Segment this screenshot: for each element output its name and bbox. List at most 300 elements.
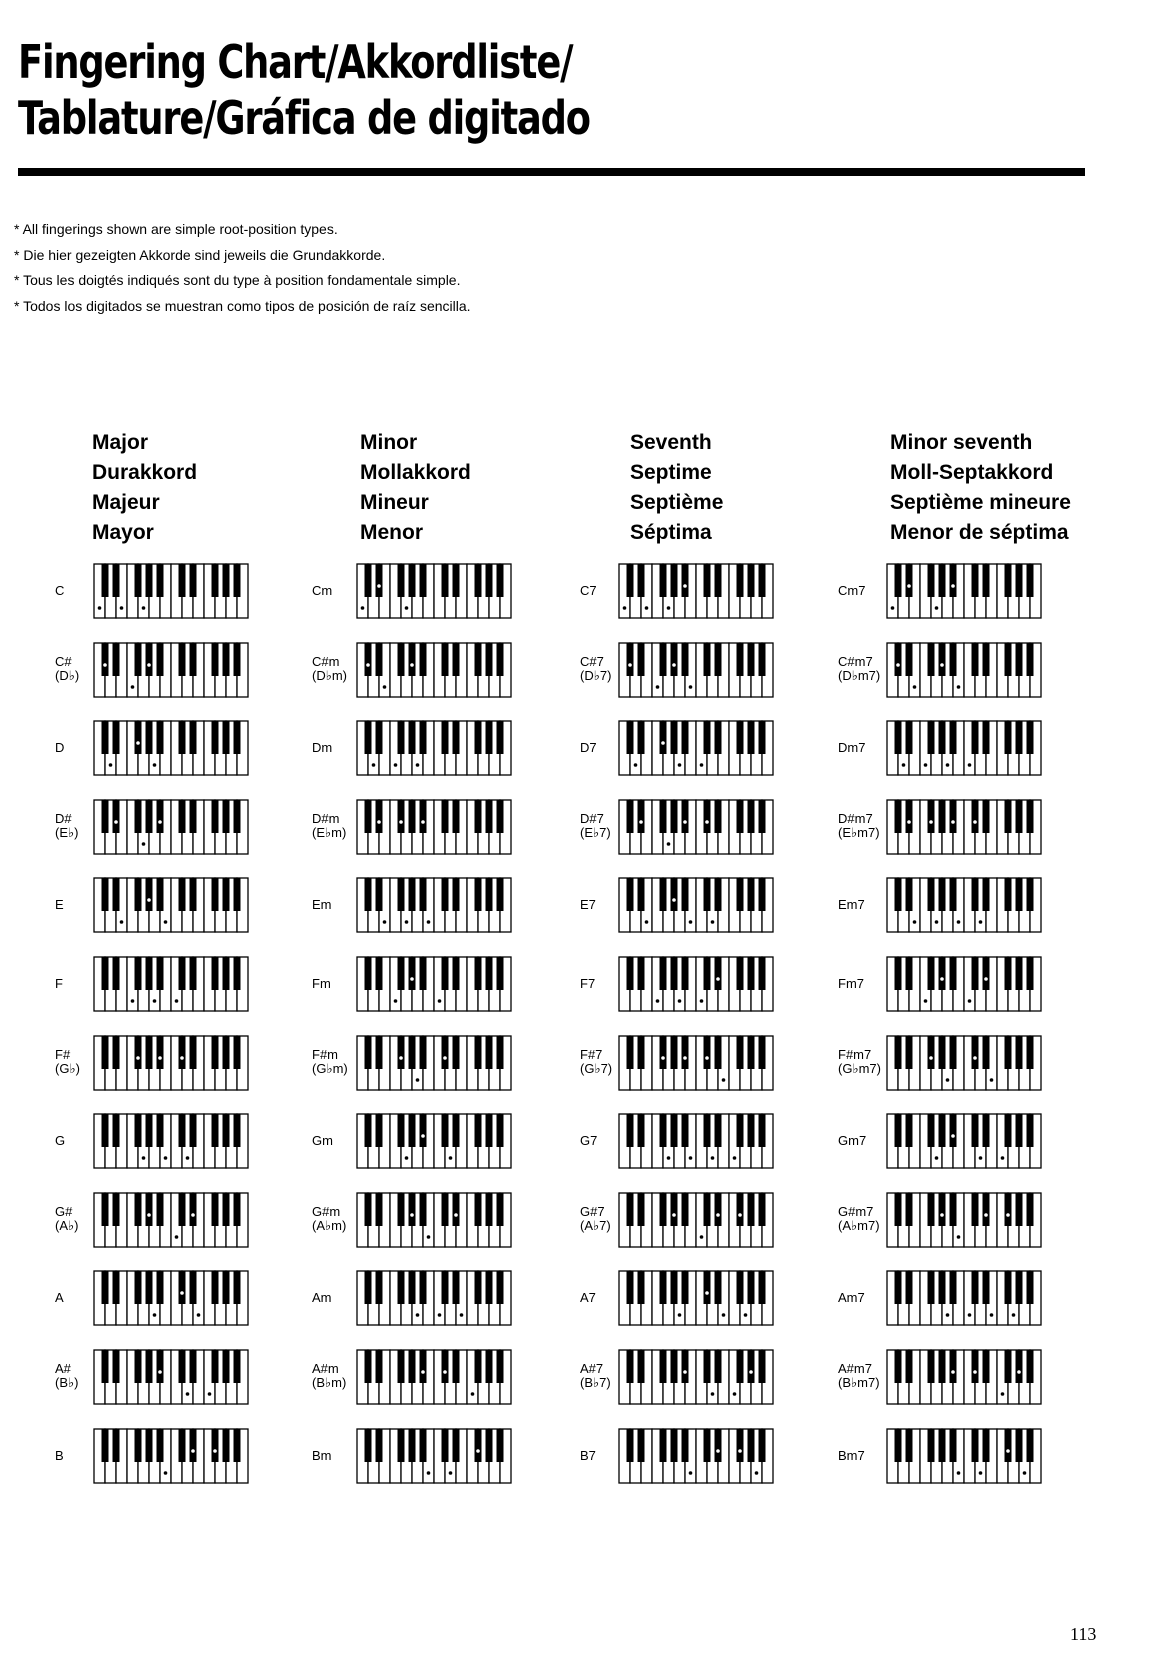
black-key <box>365 800 372 833</box>
black-key <box>113 1350 120 1383</box>
black-key <box>950 1193 957 1226</box>
black-key <box>102 1350 109 1383</box>
finger-dot <box>136 741 140 745</box>
black-key <box>950 564 957 597</box>
black-key <box>1016 643 1023 676</box>
black-key <box>146 1350 153 1383</box>
black-key <box>1016 800 1023 833</box>
black-key <box>475 800 482 833</box>
finger-dot <box>98 606 102 610</box>
chord-label <box>312 584 332 598</box>
finger-dot <box>683 820 687 824</box>
keyboard-diagram <box>356 1428 512 1484</box>
black-key <box>409 957 416 990</box>
chord-name: A#m7 <box>838 1361 872 1376</box>
chord-name: D7 <box>580 740 597 756</box>
black-key <box>486 957 493 990</box>
black-key <box>928 800 935 833</box>
black-key <box>442 564 449 597</box>
chord-label <box>838 741 865 755</box>
black-key <box>453 1429 460 1462</box>
finger-dot <box>891 606 895 610</box>
black-key <box>146 1271 153 1304</box>
finger-dot <box>421 820 425 824</box>
finger-dot <box>208 1392 212 1396</box>
black-key <box>179 564 186 597</box>
black-key <box>442 643 449 676</box>
black-key <box>102 1114 109 1147</box>
black-key <box>135 1429 142 1462</box>
keyboard-diagram <box>93 1192 249 1248</box>
black-key <box>223 1350 230 1383</box>
finger-dot <box>661 741 665 745</box>
chord-label <box>312 1362 346 1390</box>
black-key <box>983 721 990 754</box>
chord-label <box>838 1134 866 1148</box>
black-key <box>1005 1429 1012 1462</box>
black-key <box>737 957 744 990</box>
black-key <box>928 721 935 754</box>
black-key <box>906 1114 913 1147</box>
black-key <box>234 643 241 676</box>
page-title <box>18 34 590 146</box>
black-key <box>759 564 766 597</box>
black-key <box>157 878 164 911</box>
chord-label <box>55 1291 64 1305</box>
black-key <box>704 1271 711 1304</box>
black-key <box>627 721 634 754</box>
black-key <box>486 1193 493 1226</box>
chord-label <box>580 584 597 598</box>
black-key <box>442 1193 449 1226</box>
black-key <box>638 1429 645 1462</box>
black-key <box>190 878 197 911</box>
black-key <box>146 1193 153 1226</box>
finger-dot <box>1006 1213 1010 1217</box>
finger-dot <box>454 1213 458 1217</box>
finger-dot <box>656 685 660 689</box>
finger-dot <box>147 663 151 667</box>
chord-name: G <box>55 1133 66 1149</box>
black-key <box>486 1350 493 1383</box>
black-key <box>102 721 109 754</box>
black-key <box>190 721 197 754</box>
chord-label <box>312 1048 348 1076</box>
black-key <box>660 1429 667 1462</box>
black-key <box>1016 1271 1023 1304</box>
chord-name: F# <box>55 1046 71 1062</box>
black-key <box>715 1350 722 1383</box>
black-key <box>113 1114 120 1147</box>
finger-dot <box>191 1213 195 1217</box>
black-key <box>928 1350 935 1383</box>
black-key <box>983 800 990 833</box>
black-key <box>102 1193 109 1226</box>
black-key <box>972 1271 979 1304</box>
chord-name: Dm <box>312 740 333 756</box>
black-key <box>671 1271 678 1304</box>
finger-dot <box>968 1314 972 1318</box>
black-key <box>190 643 197 676</box>
chord-label <box>838 655 880 683</box>
chord-name: (A♭) <box>55 1217 79 1233</box>
keyboard-diagram <box>356 877 512 933</box>
black-key <box>365 1114 372 1147</box>
chord-name: F <box>55 976 63 991</box>
black-key <box>113 1429 120 1462</box>
chord-label <box>580 1291 596 1305</box>
chord-name: Dm7 <box>838 740 866 756</box>
chord-name: (B♭m7) <box>838 1375 880 1390</box>
black-key <box>671 643 678 676</box>
heading-line: Septième <box>630 491 724 514</box>
black-key <box>1027 1114 1034 1147</box>
black-key <box>497 643 504 676</box>
black-key <box>671 1429 678 1462</box>
black-key <box>682 1429 689 1462</box>
black-key <box>179 1271 186 1304</box>
black-key <box>223 957 230 990</box>
black-key <box>715 721 722 754</box>
finger-dot <box>979 1471 983 1475</box>
black-key <box>113 800 120 833</box>
chord-name: D#7 <box>580 810 604 826</box>
chord-label <box>312 1291 332 1305</box>
black-key <box>190 800 197 833</box>
black-key <box>1005 800 1012 833</box>
black-key <box>895 957 902 990</box>
chord-name: Gm7 <box>838 1133 867 1149</box>
black-key <box>365 957 372 990</box>
chord-name: A#m <box>312 1361 339 1376</box>
black-key <box>671 800 678 833</box>
black-key <box>972 957 979 990</box>
black-key <box>135 1036 142 1069</box>
black-key <box>420 1271 427 1304</box>
black-key <box>928 564 935 597</box>
black-key <box>409 721 416 754</box>
black-key <box>398 800 405 833</box>
finger-dot <box>990 1078 994 1082</box>
finger-dot <box>716 1213 720 1217</box>
finger-dot <box>951 820 955 824</box>
black-key <box>972 564 979 597</box>
black-key <box>497 1193 504 1226</box>
chord-name: Bm <box>312 1447 332 1463</box>
black-key <box>453 1114 460 1147</box>
chord-name: (B♭7) <box>580 1375 611 1390</box>
finger-dot <box>896 663 900 667</box>
black-key <box>157 1350 164 1383</box>
black-key <box>102 643 109 676</box>
black-key <box>704 878 711 911</box>
black-key <box>157 1271 164 1304</box>
finger-dot <box>405 606 409 610</box>
black-key <box>234 957 241 990</box>
black-key <box>497 800 504 833</box>
keyboard-diagram <box>886 1035 1042 1091</box>
chord-label <box>580 977 595 991</box>
black-key <box>223 564 230 597</box>
finger-dot <box>979 921 983 925</box>
black-key <box>212 1114 219 1147</box>
black-key <box>671 957 678 990</box>
black-key <box>682 643 689 676</box>
black-key <box>759 957 766 990</box>
black-key <box>895 1271 902 1304</box>
black-key <box>365 1271 372 1304</box>
black-key <box>704 1193 711 1226</box>
black-key <box>928 1429 935 1462</box>
black-key <box>442 721 449 754</box>
black-key <box>704 957 711 990</box>
black-key <box>179 1114 186 1147</box>
finger-dot <box>197 1314 201 1318</box>
finger-dot <box>984 977 988 981</box>
finger-dot <box>940 663 944 667</box>
black-key <box>972 1036 979 1069</box>
black-key <box>759 1271 766 1304</box>
column-heading-minor-seventh <box>890 428 1071 548</box>
chord-name: A# <box>55 1361 71 1376</box>
black-key <box>113 878 120 911</box>
black-key <box>497 1114 504 1147</box>
black-key <box>376 1271 383 1304</box>
chord-name: (D♭7) <box>580 667 612 683</box>
heading-line: Mineur <box>360 491 429 514</box>
black-key <box>179 800 186 833</box>
black-key <box>146 564 153 597</box>
black-key <box>223 1429 230 1462</box>
chord-name: F7 <box>580 976 596 991</box>
finger-dot <box>394 763 398 767</box>
chord-label <box>55 655 79 683</box>
black-key <box>398 1350 405 1383</box>
chord-label <box>580 1134 597 1148</box>
chord-label <box>838 1048 881 1076</box>
black-key <box>627 1271 634 1304</box>
chord-label <box>580 1449 596 1463</box>
black-key <box>486 1036 493 1069</box>
finger-dot <box>416 1314 420 1318</box>
black-key <box>420 800 427 833</box>
chord-name: (G♭7) <box>580 1060 613 1076</box>
chord-name: C#m <box>312 653 340 669</box>
heading-line: Durakkord <box>92 461 198 484</box>
black-key <box>497 564 504 597</box>
black-key <box>972 721 979 754</box>
chord-name: D# <box>55 810 72 826</box>
finger-dot <box>103 663 107 667</box>
black-key <box>638 1193 645 1226</box>
black-key <box>497 1429 504 1462</box>
finger-dot <box>738 1213 742 1217</box>
finger-dot <box>120 921 124 925</box>
black-key <box>475 1271 482 1304</box>
finger-dot <box>705 1292 709 1296</box>
chord-name: D#m7 <box>838 810 873 826</box>
chord-name: Cm <box>312 583 333 598</box>
finger-dot <box>678 1314 682 1318</box>
black-key <box>1016 1114 1023 1147</box>
black-key <box>376 721 383 754</box>
black-key <box>376 1036 383 1069</box>
chord-name: G# <box>55 1203 73 1219</box>
finger-dot <box>913 921 917 925</box>
chord-name: (G♭m7) <box>838 1060 881 1076</box>
title-line-1: Fingering Chart/Akkordliste/ <box>18 35 573 89</box>
finger-dot <box>471 1392 475 1396</box>
black-key <box>906 957 913 990</box>
black-key <box>113 564 120 597</box>
finger-dot <box>1023 1471 1027 1475</box>
black-key <box>179 721 186 754</box>
finger-dot <box>213 1449 217 1453</box>
black-key <box>223 1036 230 1069</box>
chord-name: (G♭) <box>55 1060 80 1076</box>
black-key <box>638 1271 645 1304</box>
keyboard-diagram <box>886 1113 1042 1169</box>
note-spanish: * Todos los digitados se muestran como tipos de posición de raíz sencilla. <box>14 294 471 320</box>
black-key <box>135 564 142 597</box>
black-key <box>704 721 711 754</box>
finger-dot <box>973 1370 977 1374</box>
black-key <box>950 957 957 990</box>
black-key <box>682 564 689 597</box>
black-key <box>715 1429 722 1462</box>
black-key <box>102 1036 109 1069</box>
black-key <box>398 643 405 676</box>
chord-name: Em <box>312 897 332 913</box>
black-key <box>398 1114 405 1147</box>
black-key <box>660 878 667 911</box>
black-key <box>1027 800 1034 833</box>
black-key <box>376 1429 383 1462</box>
black-key <box>146 1114 153 1147</box>
black-key <box>409 800 416 833</box>
black-key <box>1027 1350 1034 1383</box>
chord-label <box>55 1048 80 1076</box>
black-key <box>398 1271 405 1304</box>
finger-dot <box>957 1235 961 1239</box>
finger-dot <box>136 1056 140 1060</box>
chord-name: C# <box>55 653 72 669</box>
black-key <box>234 1036 241 1069</box>
finger-dot <box>979 1156 983 1160</box>
finger-dot <box>1012 1314 1016 1318</box>
finger-dot <box>902 763 906 767</box>
black-key <box>895 800 902 833</box>
black-key <box>398 1193 405 1226</box>
black-key <box>1016 1429 1023 1462</box>
black-key <box>1027 957 1034 990</box>
black-key <box>895 1036 902 1069</box>
black-key <box>420 1114 427 1147</box>
black-key <box>1005 1271 1012 1304</box>
black-key <box>420 1429 427 1462</box>
black-key <box>102 1429 109 1462</box>
chord-name: C#m7 <box>838 653 873 669</box>
black-key <box>442 957 449 990</box>
black-key <box>453 878 460 911</box>
black-key <box>179 1036 186 1069</box>
black-key <box>475 1193 482 1226</box>
black-key <box>715 1036 722 1069</box>
black-key <box>420 957 427 990</box>
black-key <box>939 878 946 911</box>
black-key <box>737 1350 744 1383</box>
finger-dot <box>438 999 442 1003</box>
black-key <box>671 1193 678 1226</box>
black-key <box>950 1271 957 1304</box>
black-key <box>420 1036 427 1069</box>
keyboard-diagram <box>356 1113 512 1169</box>
black-key <box>212 1271 219 1304</box>
black-key <box>906 643 913 676</box>
finger-dot <box>672 899 676 903</box>
finger-dot <box>1001 1392 1005 1396</box>
black-key <box>638 878 645 911</box>
keyboard-diagram <box>886 877 1042 933</box>
black-key <box>682 1271 689 1304</box>
finger-dot <box>175 999 179 1003</box>
chord-label <box>838 1291 865 1305</box>
keyboard-diagram <box>886 1192 1042 1248</box>
finger-dot <box>142 606 146 610</box>
black-key <box>409 1193 416 1226</box>
black-key <box>146 957 153 990</box>
black-key <box>671 564 678 597</box>
black-key <box>759 1114 766 1147</box>
black-key <box>102 1271 109 1304</box>
black-key <box>983 1114 990 1147</box>
black-key <box>486 564 493 597</box>
black-key <box>1016 1350 1023 1383</box>
heading-line: Moll-Septakkord <box>890 461 1054 484</box>
finger-dot <box>628 663 632 667</box>
black-key <box>135 1114 142 1147</box>
finger-dot <box>946 1314 950 1318</box>
chord-label <box>838 1205 880 1233</box>
heading-line: Menor de séptima <box>890 521 1069 544</box>
chord-name: C <box>55 583 65 598</box>
finger-dot <box>672 663 676 667</box>
chord-name: (A♭m) <box>312 1217 347 1233</box>
black-key <box>146 643 153 676</box>
chord-label <box>55 584 64 598</box>
black-key <box>190 1193 197 1226</box>
black-key <box>682 1114 689 1147</box>
black-key <box>682 878 689 911</box>
black-key <box>420 564 427 597</box>
black-key <box>234 1193 241 1226</box>
black-key <box>983 1429 990 1462</box>
chord-label <box>580 1205 611 1233</box>
black-key <box>223 643 230 676</box>
chord-name: Bm7 <box>838 1447 865 1463</box>
black-key <box>939 1036 946 1069</box>
black-key <box>939 1114 946 1147</box>
black-key <box>486 643 493 676</box>
black-key <box>638 721 645 754</box>
finger-dot <box>924 763 928 767</box>
black-key <box>453 564 460 597</box>
chord-name: (B♭m) <box>312 1375 347 1390</box>
chord-name: D <box>55 740 65 756</box>
black-key <box>453 1036 460 1069</box>
chord-name: G#m <box>312 1203 341 1219</box>
chord-name: Am7 <box>838 1290 865 1306</box>
